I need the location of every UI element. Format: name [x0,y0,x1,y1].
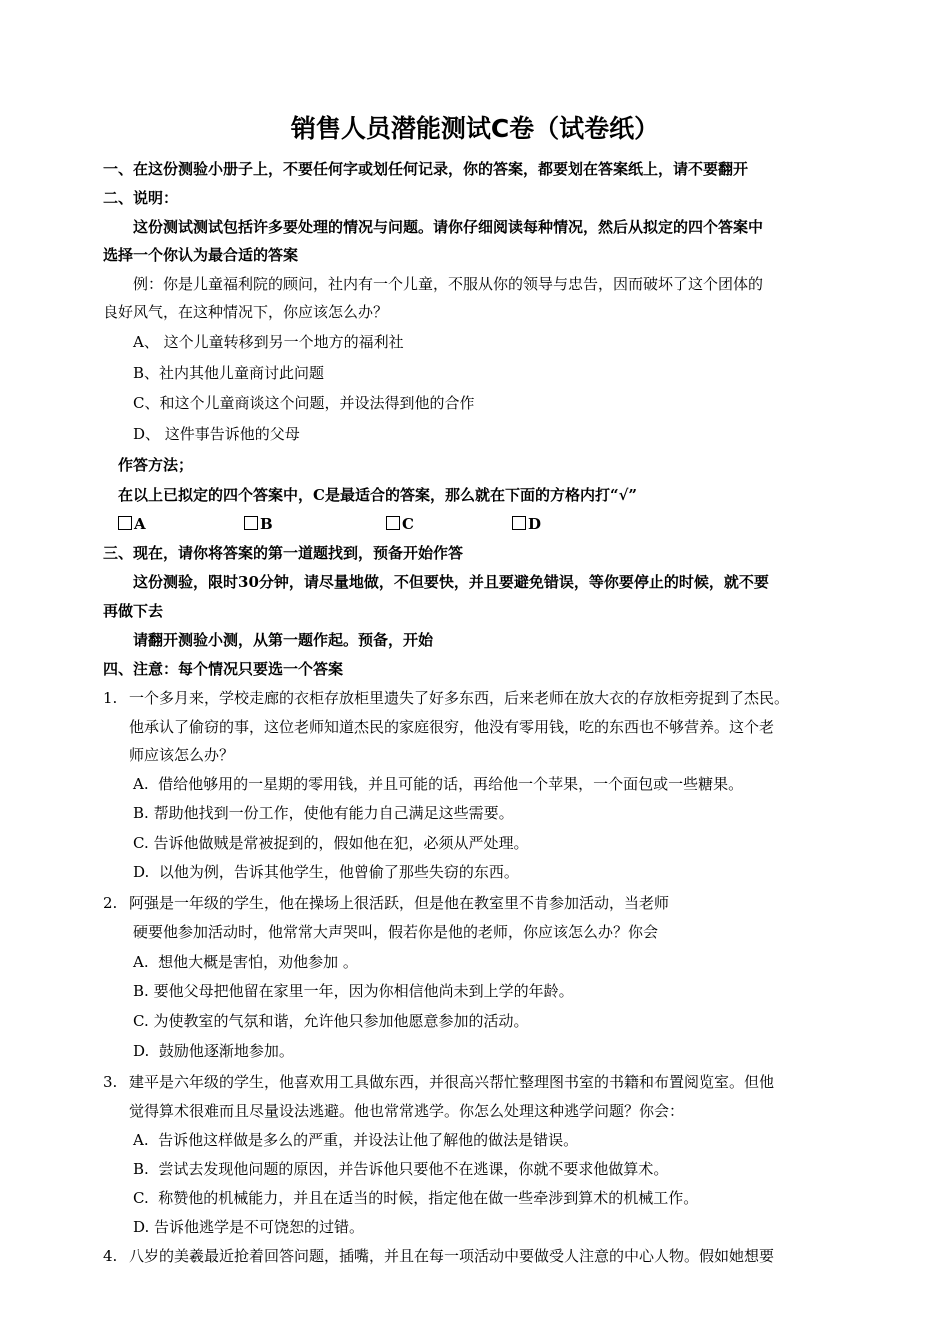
question-number: 3. [103,1073,118,1091]
example-option-a: A、 这个儿童转移到另一个地方的福利社 [133,333,404,351]
method-heading: 作答方法； [118,456,194,474]
question-2-option-a: A. 想他大概是害怕，劝他参加 。 [133,953,358,971]
question-2-option-d: D. 鼓励他逐渐地参加。 [133,1042,294,1060]
instruction-item-4-heading: 四、注意：每个情况只要选一个答案 [103,660,344,678]
choice-box-a: A [118,514,146,534]
question-1-line-2: 他承认了偷窃的事，这位老师知道杰民的家庭很穷，他没有零用钱，吃的东西也不够营养。这个老 [129,718,775,736]
question-1-option-b: B. 帮助他找到一份工作，使他有能力自己满足这些需要。 [133,804,514,822]
question-1-option-c: C. 告诉他做贼是常被捉到的，假如他在犯，必须从严处理。 [133,834,529,852]
example-option-c: C、和这个儿童商谈这个问题，并设法得到他的合作 [133,394,475,412]
description-line-2: 选择一个你认为最合适的答案 [103,246,299,264]
choice-box-d: D [512,514,541,534]
choice-box-b: B [244,514,273,534]
question-3-option-d: D. 告诉他逃学是不可饶恕的过错。 [133,1218,365,1236]
question-number: 2. [103,894,118,912]
checkbox-icon [244,516,258,530]
page-title: 销售人员潜能测试C卷（试卷纸） [290,114,660,143]
instruction-item-3-line-3: 请翻开测验小测，从第一题作起。预备，开始 [133,631,434,649]
question-2-line-2: 硬要他参加活动时，他常常大声哭叫，假若你是他的老师，你应该怎么办？你会 [133,923,659,941]
question-1-option-d: D. 以他为例，告诉其他学生，他曾偷了那些失窃的东西。 [133,863,519,881]
instruction-item-3-line-2: 再做下去 [103,602,164,620]
question-3-line-1: 建平是六年级的学生，他喜欢用工具做东西，并很高兴帮忙整理图书室的书籍和布置阅览室。但他 [129,1073,775,1091]
question-3-option-c: C. 称赞他的机械能力，并且在适当的时候，指定他在做一些牵涉到算术的机械工作。 [133,1189,699,1207]
question-2-option-c: C. 为使教室的气氛和谐，允许他只参加他愿意参加的活动。 [133,1012,529,1030]
checkbox-icon [386,516,400,530]
instruction-item-3-line-1: 这份测验，限时30分钟，请尽量地做，不但要快，并且要避免错误，等你要停止的时候，就不要 [133,573,769,591]
example-option-d: D、 这件事告诉他的父母 [133,425,300,443]
choice-box-c: C [386,514,414,534]
description-line-1: 这份测试测试包括许多要处理的情况与问题。请你仔细阅读每种情况，然后从拟定的四个答案中 [133,218,764,236]
question-1-option-a: A. 借给他够用的一星期的零用钱，并且可能的话，再给他一个苹果，一个面包或一些糖果。 [133,775,744,793]
method-text: 在以上已拟定的四个答案中，C是最适合的答案，那么就在下面的方格内打“√” [118,486,638,504]
checkbox-icon [512,516,526,530]
question-number: 4. [103,1247,118,1265]
question-2-line-1: 阿强是一年级的学生，他在操场上很活跃，但是他在教室里不肯参加活动，当老师 [129,894,670,912]
instruction-item-1: 一、在这份测验小册子上，不要任何字或划任何记录，你的答案，都要划在答案纸上，请不要翻开 [103,160,749,178]
question-1-line-3: 师应该怎么办？ [129,746,235,764]
instruction-item-2-heading: 二、说明： [103,189,179,207]
example-line-2: 良好风气，在这种情况下，你应该怎么办？ [103,303,389,321]
question-number: 1. [103,689,118,707]
checkbox-icon [118,516,132,530]
question-1-line-1: 一个多月来，学校走廊的衣柜存放柜里遗失了好多东西，后来老师在放大衣的存放柜旁捉到了杰民。 [129,689,790,707]
question-2-option-b: B. 要他父母把他留在家里一年，因为你相信他尚未到上学的年龄。 [133,982,574,1000]
example-option-b: B、社内其他儿童商讨此问题 [133,364,325,382]
example-line-1: 例：你是儿童福利院的顾问，社内有一个儿童，不服从你的领导与忠告，因而破坏了这个团体的 [133,275,764,293]
question-3-option-b: B. 尝试去发现他问题的原因，并告诉他只要他不在逃课，你就不要求他做算术。 [133,1160,669,1178]
question-4-line-1: 八岁的美羲最近抢着回答问题，插嘴，并且在每一项活动中要做受人注意的中心人物。假如她想要 [129,1247,775,1265]
question-3-line-2: 觉得算术很难而且尽量设法逃避。他也常常逃学。你怎么处理这种逃学问题？你会： [129,1102,685,1120]
instruction-item-3-heading: 三、现在，请你将答案的第一道题找到，预备开始作答 [103,544,464,562]
question-3-option-a: A. 告诉他这样做是多么的严重，并设法让他了解他的做法是错误。 [133,1131,579,1149]
